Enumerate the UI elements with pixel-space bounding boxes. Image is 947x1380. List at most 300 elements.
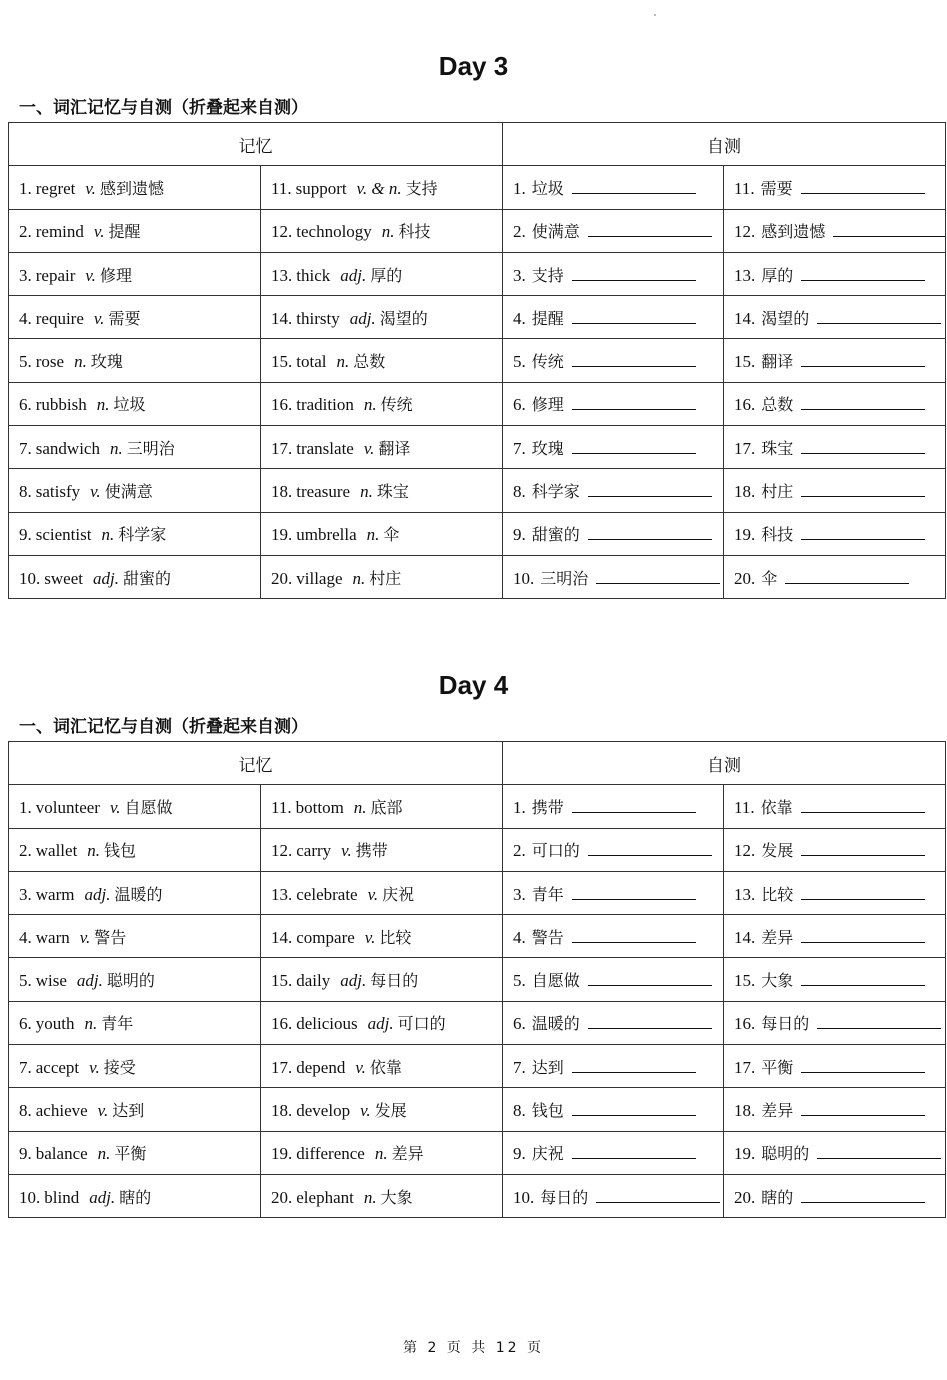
memory-cell [261, 296, 503, 339]
english-word: treasure [296, 482, 351, 502]
memory-cell [261, 469, 503, 512]
item-number: 3. [513, 265, 526, 285]
day-3-vocab-table [8, 122, 946, 599]
test-column-header: 自测 [503, 123, 946, 166]
memory-cell [9, 1045, 261, 1088]
answer-blank[interactable] [801, 1056, 925, 1073]
chinese-meaning: 依靠 [369, 1057, 402, 1077]
memory-cell [9, 382, 261, 425]
table-row [9, 382, 946, 425]
chinese-meaning: 平衡 [114, 1144, 147, 1164]
test-cell [503, 382, 724, 425]
memory-cell [261, 1131, 503, 1174]
item-number: 17. [734, 1057, 756, 1077]
chinese-meaning: 差异 [391, 1144, 424, 1164]
answer-blank[interactable] [588, 523, 712, 540]
test-cell [503, 828, 724, 871]
chinese-prompt: 大象 [761, 971, 794, 991]
answer-blank[interactable] [572, 264, 696, 281]
part-of-speech: adj. [92, 568, 119, 588]
test-cell [503, 1131, 724, 1174]
item-number: 9. [513, 1144, 526, 1164]
part-of-speech: v. & n. [356, 178, 402, 198]
test-cell [724, 555, 946, 598]
english-word: warm [35, 884, 75, 904]
test-cell [503, 785, 724, 828]
chinese-meaning: 每日的 [370, 971, 419, 991]
answer-blank[interactable] [817, 307, 941, 324]
table-row [9, 1045, 946, 1088]
chinese-meaning: 渴望的 [379, 308, 428, 328]
english-word: develop [296, 1101, 351, 1121]
part-of-speech: n. [374, 1144, 388, 1164]
part-of-speech: adj. [89, 1187, 116, 1207]
memory-cell [9, 1001, 261, 1044]
chinese-prompt: 渴望的 [761, 308, 810, 328]
memory-cell [9, 1131, 261, 1174]
chinese-prompt: 达到 [531, 1057, 564, 1077]
chinese-meaning: 科技 [398, 222, 431, 242]
item-number: 12. [271, 841, 293, 861]
item-number: 12. [271, 222, 293, 242]
chinese-prompt: 瞎的 [761, 1187, 794, 1207]
chinese-prompt: 发展 [761, 841, 794, 861]
test-cell [724, 252, 946, 295]
chinese-prompt: 差异 [761, 927, 794, 947]
part-of-speech: n. [87, 841, 101, 861]
test-cell [503, 915, 724, 958]
item-number: 19. [271, 525, 293, 545]
chinese-meaning: 科学家 [118, 525, 167, 545]
chinese-prompt: 感到遗憾 [761, 222, 826, 242]
test-cell [724, 785, 946, 828]
item-number: 2. [19, 222, 32, 242]
table-row [9, 1001, 946, 1044]
table-row [9, 1088, 946, 1131]
english-word: sweet [44, 568, 83, 588]
table-row [9, 469, 946, 512]
item-number: 9. [19, 1144, 32, 1164]
item-number: 4. [513, 308, 526, 328]
part-of-speech: n. [360, 482, 373, 502]
item-number: 5. [513, 352, 526, 372]
english-word: compare [296, 927, 355, 947]
item-number: 6. [513, 395, 526, 415]
table-row [9, 339, 946, 382]
chinese-prompt: 支持 [531, 265, 564, 285]
part-of-speech: v. [79, 927, 91, 947]
chinese-prompt: 钱包 [531, 1101, 564, 1121]
part-of-speech: n. [336, 352, 350, 372]
test-cell [503, 252, 724, 295]
item-number: 20. [734, 1187, 756, 1207]
item-number: 6. [513, 1014, 526, 1034]
item-number: 11. [734, 797, 755, 817]
memory-cell [261, 426, 503, 469]
chinese-meaning: 甜蜜的 [122, 568, 171, 588]
chinese-prompt: 平衡 [761, 1057, 794, 1077]
item-number: 10. [19, 568, 41, 588]
chinese-meaning: 珠宝 [376, 482, 409, 502]
test-cell [503, 1001, 724, 1044]
chinese-prompt: 可口的 [531, 841, 580, 861]
item-number: 11. [271, 178, 292, 198]
test-cell [724, 1045, 946, 1088]
english-word: translate [296, 438, 354, 458]
chinese-prompt: 温暖的 [531, 1014, 580, 1034]
chinese-prompt: 垃圾 [531, 178, 564, 198]
answer-blank[interactable] [572, 1056, 696, 1073]
memory-cell [9, 785, 261, 828]
chinese-prompt: 村庄 [761, 482, 794, 502]
answer-blank[interactable] [572, 177, 696, 194]
page-footer: 第 2 页 共 12 页 [403, 1340, 544, 1356]
test-cell [503, 1088, 724, 1131]
answer-blank[interactable] [572, 393, 696, 410]
part-of-speech: adj. [367, 1014, 394, 1034]
item-number: 10. [513, 568, 535, 588]
chinese-meaning: 玫瑰 [90, 352, 123, 372]
memory-cell [261, 871, 503, 914]
answer-blank[interactable] [801, 926, 925, 943]
part-of-speech: v. [97, 1101, 109, 1121]
answer-blank[interactable] [596, 1186, 720, 1203]
memory-column-header: 记忆 [9, 123, 503, 166]
table-row [9, 296, 946, 339]
item-number: 15. [271, 352, 293, 372]
english-word: depend [296, 1057, 346, 1077]
part-of-speech: n. [101, 525, 115, 545]
memory-cell [261, 828, 503, 871]
chinese-prompt: 修理 [531, 395, 564, 415]
english-word: repair [35, 265, 76, 285]
item-number: 17. [271, 1057, 293, 1077]
item-number: 3. [19, 265, 32, 285]
english-word: accept [35, 1057, 80, 1077]
part-of-speech: n. [353, 797, 367, 817]
answer-blank[interactable] [801, 523, 925, 540]
chinese-meaning: 感到遗憾 [99, 178, 164, 198]
english-word: warn [35, 927, 70, 947]
item-number: 18. [271, 1101, 293, 1121]
part-of-speech: n. [363, 1187, 377, 1207]
chinese-meaning: 需要 [108, 308, 141, 328]
answer-blank[interactable] [817, 1142, 941, 1159]
chinese-prompt: 珠宝 [761, 438, 794, 458]
chinese-prompt: 警告 [531, 927, 564, 947]
answer-blank[interactable] [801, 480, 925, 497]
part-of-speech: v. [93, 222, 105, 242]
chinese-prompt: 庆祝 [531, 1144, 564, 1164]
part-of-speech: v. [89, 1057, 100, 1077]
chinese-prompt: 伞 [761, 568, 778, 588]
english-word: celebrate [296, 884, 358, 904]
answer-blank[interactable] [801, 1186, 925, 1203]
test-cell [503, 339, 724, 382]
part-of-speech: v. [85, 178, 96, 198]
answer-blank[interactable] [588, 1012, 712, 1029]
test-cell [503, 469, 724, 512]
part-of-speech: n. [109, 438, 123, 458]
test-cell [724, 426, 946, 469]
answer-blank[interactable] [817, 1012, 941, 1029]
chinese-prompt: 聪明的 [761, 1144, 810, 1164]
test-cell [503, 296, 724, 339]
item-number: 18. [734, 482, 756, 502]
memory-cell [9, 469, 261, 512]
chinese-meaning: 使满意 [104, 482, 153, 502]
stray-dot [654, 14, 656, 16]
chinese-meaning: 垃圾 [113, 395, 146, 415]
chinese-meaning: 三明治 [126, 438, 175, 458]
chinese-meaning: 庆祝 [382, 884, 415, 904]
chinese-meaning: 大象 [380, 1187, 413, 1207]
item-number: 7. [19, 1057, 32, 1077]
answer-blank[interactable] [588, 839, 712, 856]
test-cell [724, 166, 946, 209]
table-row [9, 915, 946, 958]
item-number: 17. [734, 438, 756, 458]
memory-cell [261, 958, 503, 1001]
english-word: satisfy [35, 482, 81, 502]
table-row [9, 209, 946, 252]
item-number: 16. [734, 1014, 756, 1034]
item-number: 12. [734, 841, 756, 861]
item-number: 19. [734, 525, 756, 545]
part-of-speech: n. [366, 525, 380, 545]
item-number: 3. [19, 884, 32, 904]
part-of-speech: adj. [84, 884, 111, 904]
chinese-meaning: 伞 [383, 525, 400, 545]
answer-blank[interactable] [801, 883, 925, 900]
answer-blank[interactable] [785, 567, 909, 584]
chinese-meaning: 可口的 [397, 1014, 446, 1034]
english-word: rubbish [35, 395, 87, 415]
memory-cell [261, 1088, 503, 1131]
part-of-speech: v. [109, 797, 121, 817]
table-row [9, 512, 946, 555]
test-cell [503, 426, 724, 469]
chinese-prompt: 每日的 [540, 1187, 589, 1207]
memory-cell [9, 958, 261, 1001]
english-word: regret [35, 178, 76, 198]
item-number: 2. [19, 841, 32, 861]
answer-blank[interactable] [572, 307, 696, 324]
english-word: umbrella [296, 525, 357, 545]
item-number: 7. [513, 1057, 526, 1077]
chinese-prompt: 厚的 [761, 265, 794, 285]
part-of-speech: n. [381, 222, 395, 242]
item-number: 13. [271, 884, 293, 904]
test-cell [724, 296, 946, 339]
item-number: 20. [734, 568, 756, 588]
item-number: 2. [513, 841, 526, 861]
answer-blank[interactable] [801, 177, 925, 194]
item-number: 8. [513, 482, 526, 502]
answer-blank[interactable] [801, 1099, 925, 1116]
english-word: bottom [295, 797, 344, 817]
english-word: achieve [35, 1101, 88, 1121]
memory-cell [9, 209, 261, 252]
answer-blank[interactable] [833, 220, 945, 237]
chinese-meaning: 比较 [379, 927, 412, 947]
item-number: 11. [271, 797, 292, 817]
english-word: total [296, 352, 327, 372]
answer-blank[interactable] [801, 264, 925, 281]
test-cell [503, 871, 724, 914]
item-number: 13. [271, 265, 293, 285]
test-cell [724, 915, 946, 958]
memory-cell [9, 828, 261, 871]
memory-cell [261, 1045, 503, 1088]
english-word: tradition [296, 395, 354, 415]
memory-cell [9, 252, 261, 295]
memory-cell [261, 555, 503, 598]
test-cell [503, 958, 724, 1001]
item-number: 1. [19, 178, 32, 198]
english-word: balance [35, 1144, 88, 1164]
table-row [9, 1131, 946, 1174]
table-row [9, 785, 946, 828]
chinese-prompt: 依靠 [760, 797, 793, 817]
memory-cell [9, 1088, 261, 1131]
day-3-heading: 一、词汇记忆与自测（折叠起来自测） [19, 98, 308, 118]
chinese-prompt: 科技 [761, 525, 794, 545]
item-number: 18. [271, 482, 293, 502]
answer-blank[interactable] [801, 350, 925, 367]
item-number: 2. [513, 222, 526, 242]
chinese-prompt: 青年 [531, 884, 564, 904]
item-number: 16. [271, 395, 293, 415]
english-word: thirsty [296, 308, 340, 328]
english-word: scientist [35, 525, 92, 545]
test-cell [724, 512, 946, 555]
chinese-meaning: 传统 [380, 395, 413, 415]
test-cell [503, 555, 724, 598]
memory-cell [261, 382, 503, 425]
part-of-speech: v. [355, 1057, 366, 1077]
answer-blank[interactable] [801, 393, 925, 410]
answer-blank[interactable] [801, 839, 925, 856]
chinese-meaning: 村庄 [369, 568, 402, 588]
chinese-meaning: 总数 [353, 352, 386, 372]
item-number: 8. [513, 1101, 526, 1121]
chinese-meaning: 达到 [112, 1101, 145, 1121]
chinese-prompt: 翻译 [761, 352, 794, 372]
english-word: elephant [296, 1187, 354, 1207]
item-number: 17. [271, 438, 293, 458]
memory-cell [9, 339, 261, 382]
chinese-meaning: 接受 [103, 1057, 136, 1077]
english-word: daily [296, 971, 331, 991]
english-word: youth [35, 1014, 75, 1034]
item-number: 1. [513, 178, 526, 198]
part-of-speech: adj. [76, 971, 103, 991]
english-word: blind [44, 1187, 80, 1207]
test-cell [503, 512, 724, 555]
table-row [9, 166, 946, 209]
item-number: 20. [271, 568, 293, 588]
answer-blank[interactable] [596, 567, 720, 584]
item-number: 12. [734, 222, 756, 242]
test-cell [724, 828, 946, 871]
english-word: support [295, 178, 347, 198]
table-row [9, 555, 946, 598]
memory-cell [261, 1001, 503, 1044]
chinese-meaning: 警告 [94, 927, 127, 947]
english-word: difference [296, 1144, 365, 1164]
item-number: 14. [734, 308, 756, 328]
item-number: 4. [513, 927, 526, 947]
answer-blank[interactable] [588, 969, 712, 986]
table-row [9, 828, 946, 871]
item-number: 1. [19, 797, 32, 817]
table-row [9, 1174, 946, 1217]
memory-cell [9, 915, 261, 958]
answer-blank[interactable] [572, 883, 696, 900]
item-number: 11. [734, 178, 755, 198]
chinese-meaning: 修理 [99, 265, 132, 285]
chinese-prompt: 提醒 [531, 308, 564, 328]
memory-cell [9, 1174, 261, 1217]
answer-blank[interactable] [572, 1099, 696, 1116]
item-number: 5. [19, 971, 32, 991]
english-word: remind [35, 222, 84, 242]
item-number: 19. [734, 1144, 756, 1164]
memory-cell [261, 339, 503, 382]
item-number: 9. [513, 525, 526, 545]
answer-blank[interactable] [572, 350, 696, 367]
answer-blank[interactable] [572, 437, 696, 454]
chinese-meaning: 青年 [101, 1014, 134, 1034]
chinese-meaning: 翻译 [378, 438, 411, 458]
answer-blank[interactable] [572, 926, 696, 943]
memory-cell [9, 871, 261, 914]
memory-cell [261, 252, 503, 295]
part-of-speech: adj. [349, 308, 376, 328]
answer-blank[interactable] [588, 480, 712, 497]
part-of-speech: v. [363, 438, 375, 458]
item-number: 15. [734, 352, 756, 372]
answer-blank[interactable] [572, 1142, 696, 1159]
item-number: 6. [19, 1014, 32, 1034]
item-number: 10. [19, 1187, 41, 1207]
part-of-speech: n. [352, 568, 366, 588]
test-cell [724, 958, 946, 1001]
part-of-speech: adj. [340, 265, 367, 285]
answer-blank[interactable] [801, 796, 925, 813]
test-cell [724, 209, 946, 252]
day-4-title: Day 4 [438, 670, 509, 700]
part-of-speech: adj. [340, 971, 367, 991]
answer-blank[interactable] [801, 437, 925, 454]
item-number: 5. [19, 352, 32, 372]
item-number: 16. [734, 395, 756, 415]
answer-blank[interactable] [572, 796, 696, 813]
chinese-meaning: 底部 [370, 797, 403, 817]
test-cell [503, 166, 724, 209]
chinese-prompt: 甜蜜的 [531, 525, 580, 545]
test-column-header: 自测 [503, 742, 946, 785]
day-3-title: Day 3 [438, 51, 509, 81]
chinese-meaning: 瞎的 [119, 1187, 152, 1207]
chinese-prompt: 差异 [761, 1101, 794, 1121]
answer-blank[interactable] [588, 220, 712, 237]
item-number: 19. [271, 1144, 293, 1164]
answer-blank[interactable] [801, 969, 925, 986]
item-number: 15. [271, 971, 293, 991]
chinese-prompt: 携带 [531, 797, 564, 817]
